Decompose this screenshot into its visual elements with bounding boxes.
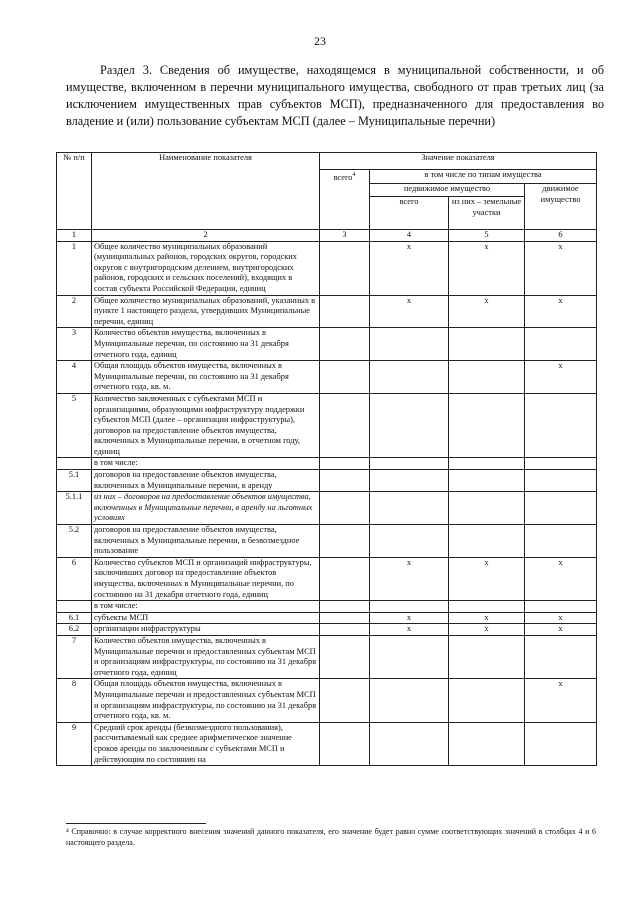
row-number: 5.2 bbox=[57, 525, 92, 558]
table-row bbox=[57, 612, 597, 624]
value-movable bbox=[525, 601, 597, 613]
row-number: 6.1 bbox=[57, 612, 92, 624]
value-land bbox=[449, 470, 525, 492]
value-land: x bbox=[449, 557, 525, 600]
value-total bbox=[320, 624, 370, 636]
value-immovable bbox=[370, 361, 449, 394]
value-land bbox=[449, 525, 525, 558]
value-land bbox=[449, 458, 525, 470]
indicators-table bbox=[56, 152, 597, 766]
value-total bbox=[320, 635, 370, 678]
value-total bbox=[320, 612, 370, 624]
value-total bbox=[320, 722, 370, 765]
table-row bbox=[57, 492, 597, 525]
row-name: в том числе: bbox=[92, 458, 320, 470]
value-movable bbox=[525, 492, 597, 525]
row-name: Количество объектов имущества, включенных в Муниципальные перечни и предоставленных субъектам МСП и организациям инфраструктуры, по состоянию на 31 декабря отчетного года, единиц bbox=[92, 635, 320, 678]
value-total bbox=[320, 601, 370, 613]
header-num: № п/п bbox=[57, 153, 92, 230]
row-number: 6 bbox=[57, 557, 92, 600]
row-name: Количество заключенных с субъектами МСП и организациями, образующими инфраструктуру поддержки субъектов МСП (далее – организации инфраструктуры), договоров на предоставление объектов имущества, включенных в Муниципальные перечни, в отчетном году, единиц bbox=[92, 393, 320, 458]
value-immovable bbox=[370, 393, 449, 458]
value-land bbox=[449, 328, 525, 361]
row-number: 1 bbox=[57, 241, 92, 295]
table-row bbox=[57, 525, 597, 558]
value-total bbox=[320, 525, 370, 558]
value-immovable bbox=[370, 470, 449, 492]
value-immovable bbox=[370, 525, 449, 558]
row-number: 6.2 bbox=[57, 624, 92, 636]
row-name: договоров на предоставление объектов имущества, включенных в Муниципальные перечни, в аренду bbox=[92, 470, 320, 492]
header-name: Наименование показателя bbox=[92, 153, 320, 230]
value-immovable bbox=[370, 601, 449, 613]
column-number: 2 bbox=[92, 230, 320, 242]
value-total bbox=[320, 295, 370, 328]
value-land: x bbox=[449, 295, 525, 328]
value-land: x bbox=[449, 241, 525, 295]
column-number: 1 bbox=[57, 230, 92, 242]
value-immovable: x bbox=[370, 557, 449, 600]
value-movable bbox=[525, 470, 597, 492]
table-row bbox=[57, 601, 597, 613]
value-movable bbox=[525, 458, 597, 470]
row-name: договоров на предоставление объектов имущества, включенных в Муниципальные перечни, в безвозмездное пользование bbox=[92, 525, 320, 558]
row-name: Количество субъектов МСП и организаций инфраструктуры, заключивших договор на предоставление объектов имущества, включенных в Муниципальные перечни, по состоянию на 31 декабря отчетного года, единиц bbox=[92, 557, 320, 600]
value-movable bbox=[525, 635, 597, 678]
value-land: x bbox=[449, 624, 525, 636]
row-number: 7 bbox=[57, 635, 92, 678]
row-name: в том числе: bbox=[92, 601, 320, 613]
value-land bbox=[449, 635, 525, 678]
header-by-type: в том числе по типам имущества bbox=[370, 170, 597, 184]
column-number: 5 bbox=[449, 230, 525, 242]
value-total bbox=[320, 557, 370, 600]
value-movable: x bbox=[525, 295, 597, 328]
value-immovable bbox=[370, 328, 449, 361]
table-row bbox=[57, 722, 597, 765]
value-movable: x bbox=[525, 241, 597, 295]
row-name: Общая площадь объектов имущества, включенных в Муниципальные перечни, по состоянию на 31 декабря отчетного года, кв. м. bbox=[92, 361, 320, 394]
row-number bbox=[57, 458, 92, 470]
value-movable bbox=[525, 525, 597, 558]
row-name: организации инфраструктуры bbox=[92, 624, 320, 636]
value-immovable bbox=[370, 679, 449, 722]
value-movable: x bbox=[525, 679, 597, 722]
value-land bbox=[449, 361, 525, 394]
row-number: 5.1.1 bbox=[57, 492, 92, 525]
value-immovable bbox=[370, 635, 449, 678]
value-movable: x bbox=[525, 557, 597, 600]
value-total bbox=[320, 328, 370, 361]
table-row bbox=[57, 635, 597, 678]
row-name: Общее количество муниципальных образований (муниципальных районов, городских округов, городских округов с внутригородским делением, внутригородских районов, городских и сельских поселений), входящих в состав субъекта Российской Федерации, единиц bbox=[92, 241, 320, 295]
header-immovable: недвижимое имущество bbox=[370, 184, 525, 197]
table-row bbox=[57, 295, 597, 328]
value-land bbox=[449, 722, 525, 765]
page-number: 23 bbox=[314, 34, 326, 48]
value-immovable: x bbox=[370, 295, 449, 328]
value-immovable bbox=[370, 458, 449, 470]
value-total bbox=[320, 241, 370, 295]
value-immovable bbox=[370, 722, 449, 765]
row-number: 4 bbox=[57, 361, 92, 394]
table-row bbox=[57, 624, 597, 636]
row-number: 5 bbox=[57, 393, 92, 458]
table-row bbox=[57, 470, 597, 492]
value-land: x bbox=[449, 612, 525, 624]
row-number: 8 bbox=[57, 679, 92, 722]
value-immovable bbox=[370, 492, 449, 525]
value-total bbox=[320, 492, 370, 525]
value-movable bbox=[525, 393, 597, 458]
column-number: 6 bbox=[525, 230, 597, 242]
table-row bbox=[57, 458, 597, 470]
value-movable bbox=[525, 328, 597, 361]
value-total bbox=[320, 393, 370, 458]
header-land: из них – земельные участки bbox=[449, 197, 525, 230]
section-heading: Раздел 3. Сведения об имуществе, находящемся в муниципальной собственности, и об имуществе, включенном в перечни муниципального имущества, свободного от прав третьих лиц (за исключением имущественных прав субъектов МСП), предназначенного для предоставления во владение и (или) пользование субъектам МСП (далее – Муниципальные перечни) bbox=[66, 63, 604, 128]
value-immovable: x bbox=[370, 612, 449, 624]
value-total bbox=[320, 470, 370, 492]
row-number: 5.1 bbox=[57, 470, 92, 492]
header-movable: движимое имущество bbox=[525, 184, 597, 230]
column-number: 3 bbox=[320, 230, 370, 242]
table-row bbox=[57, 241, 597, 295]
value-land bbox=[449, 601, 525, 613]
row-number: 3 bbox=[57, 328, 92, 361]
value-land bbox=[449, 679, 525, 722]
row-name: Общая площадь объектов имущества, включенных в Муниципальные перечни и предоставленных субъектам МСП и организациям инфраструктуры, по состоянию на 31 декабря отчетного года, кв. м. bbox=[92, 679, 320, 722]
footnote: ⁴ Справочно: в случае корректного внесения значений данного показателя, его значение будет равно сумме соответствующих значений в столбцах 4 и 6 настоящего раздела. bbox=[66, 827, 596, 847]
column-number: 4 bbox=[370, 230, 449, 242]
header-immovable-total: всего bbox=[370, 197, 449, 230]
row-name: из них – договоров на предоставление объектов имущества, включенных в Муниципальные перечни, в аренду на льготных условиях bbox=[92, 492, 320, 525]
row-number: 9 bbox=[57, 722, 92, 765]
row-number bbox=[57, 601, 92, 613]
value-land bbox=[449, 492, 525, 525]
header-value: Значение показателя bbox=[320, 153, 597, 170]
value-immovable: x bbox=[370, 624, 449, 636]
table-row bbox=[57, 361, 597, 394]
table-row bbox=[57, 557, 597, 600]
header-total: всего$^4$ bbox=[320, 170, 370, 230]
value-total bbox=[320, 458, 370, 470]
footnote-rule bbox=[66, 823, 206, 824]
table-row bbox=[57, 393, 597, 458]
row-name: Средний срок аренды (безвозмездного пользования), рассчитываемый как среднее арифметическое значение сроков аренды по заключенным с субъектами МСП и действующим по состоянию на bbox=[92, 722, 320, 765]
value-movable: x bbox=[525, 361, 597, 394]
value-movable: x bbox=[525, 612, 597, 624]
value-movable: x bbox=[525, 624, 597, 636]
table-row bbox=[57, 679, 597, 722]
value-movable bbox=[525, 722, 597, 765]
row-name: субъекты МСП bbox=[92, 612, 320, 624]
value-immovable: x bbox=[370, 241, 449, 295]
value-total bbox=[320, 361, 370, 394]
row-name: Количество объектов имущества, включенных в Муниципальные перечни, по состоянию на 31 декабря отчетного года, единиц bbox=[92, 328, 320, 361]
row-number: 2 bbox=[57, 295, 92, 328]
value-land bbox=[449, 393, 525, 458]
row-name: Общее количество муниципальных образований, указанных в пункте 1 настоящего раздела, утвердивших Муниципальные перечни, единиц bbox=[92, 295, 320, 328]
value-total bbox=[320, 679, 370, 722]
table-row bbox=[57, 328, 597, 361]
